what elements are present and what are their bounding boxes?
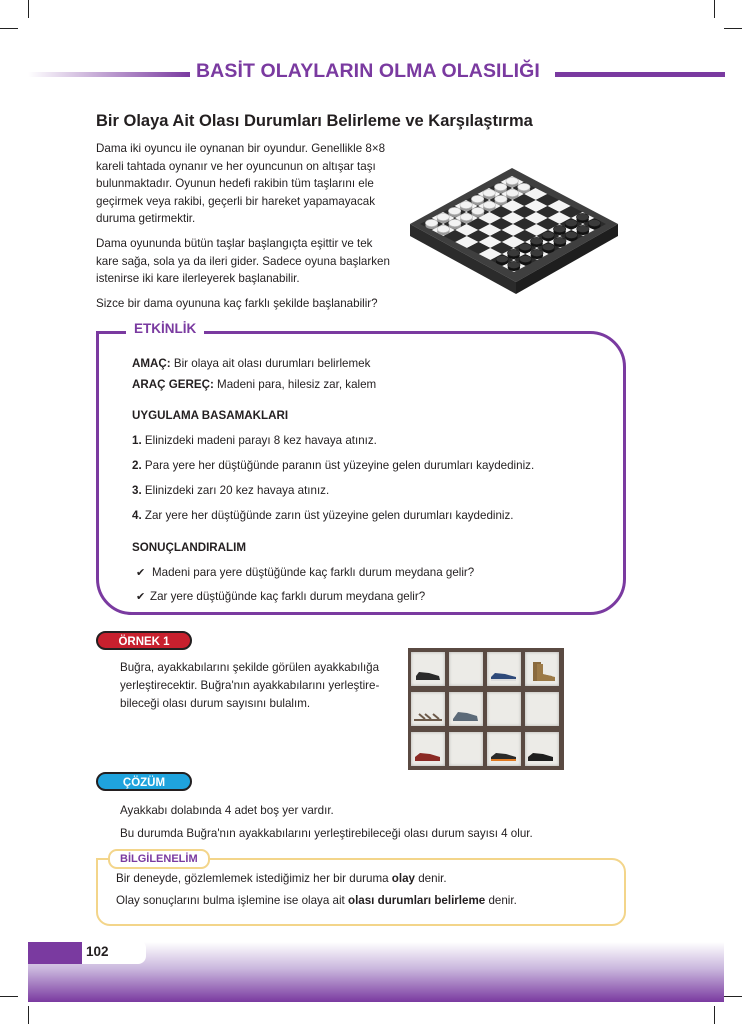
page-number: 102 bbox=[86, 944, 109, 959]
light-piece bbox=[449, 219, 461, 229]
shoe-icon bbox=[525, 732, 559, 766]
step-item bbox=[132, 459, 534, 472]
dark-piece bbox=[577, 225, 589, 235]
tools-line bbox=[132, 378, 376, 391]
dark-piece bbox=[576, 213, 588, 223]
light-piece bbox=[483, 201, 495, 211]
crop-mark bbox=[724, 28, 742, 29]
step-text: Elinizdeki zarı 20 kez havaya atınız. bbox=[141, 484, 330, 497]
sneaker-icon bbox=[449, 692, 483, 726]
header-rule-right bbox=[555, 72, 725, 77]
shelf-cell bbox=[449, 692, 483, 726]
dark-piece bbox=[530, 237, 542, 247]
info-line bbox=[116, 892, 517, 910]
light-piece bbox=[460, 201, 472, 211]
dark-piece bbox=[542, 231, 554, 241]
light-piece bbox=[460, 213, 472, 223]
activity-tab: ETKİNLİK bbox=[126, 321, 204, 336]
tools-text: Madeni para, hilesiz zar, kalem bbox=[213, 378, 377, 391]
info-text: denir. bbox=[485, 894, 517, 907]
light-piece bbox=[472, 207, 484, 217]
intro-paragraph-1 bbox=[96, 140, 406, 228]
check-icon: ✔ bbox=[136, 591, 146, 603]
section-title: Bir Olaya Ait Olası Durumları Belirleme ve Karşılaştırma bbox=[96, 112, 533, 130]
step-item bbox=[132, 509, 514, 522]
shoe-icon bbox=[411, 732, 445, 766]
step-number: 1. bbox=[132, 434, 142, 447]
dark-piece bbox=[553, 225, 565, 235]
dark-piece bbox=[508, 261, 520, 271]
crop-mark bbox=[28, 0, 29, 18]
light-piece bbox=[494, 183, 506, 193]
shelf-cell bbox=[525, 652, 559, 686]
light-piece bbox=[437, 213, 449, 223]
text-line: Buğra, ayakkabılarını şekilde görülen ayakkabılığa bbox=[120, 661, 380, 674]
light-piece bbox=[471, 195, 483, 205]
dark-piece bbox=[554, 237, 566, 247]
info-line bbox=[116, 870, 447, 888]
shelf-cell bbox=[487, 732, 521, 766]
shelf-cell bbox=[525, 732, 559, 766]
shelf-cell bbox=[487, 652, 521, 686]
question-item: Zar yere düştüğünde kaç farklı durum meydana gelir? bbox=[150, 590, 426, 603]
crop-mark bbox=[714, 1006, 715, 1024]
crop-mark bbox=[0, 28, 18, 29]
solution-line: Ayakkabı dolabında 4 adet boş yer vardır. bbox=[120, 804, 334, 817]
dark-piece bbox=[531, 249, 543, 259]
text-line: istenirse iki kare ilerleyerek başlanabilir. bbox=[96, 272, 300, 286]
text-line: kare sağa, sola ya da ileri gider. Sadece oyuna başlarken bbox=[96, 254, 390, 268]
dark-piece bbox=[542, 243, 554, 253]
dark-piece bbox=[565, 231, 577, 241]
dark-piece bbox=[519, 243, 531, 253]
info-term: olay bbox=[391, 872, 415, 885]
step-number: 2. bbox=[132, 459, 142, 472]
light-piece bbox=[448, 207, 460, 217]
dark-piece bbox=[565, 219, 577, 229]
step-number: 4. bbox=[132, 509, 142, 522]
aim-line bbox=[132, 357, 370, 370]
checkers-board-illustration bbox=[408, 160, 620, 300]
question-item: Madeni para yere düştüğünde kaç farklı durum meydana gelir? bbox=[152, 566, 475, 579]
intro-question: Sizce bir dama oyununa kaç farklı şekilde başlanabilir? bbox=[96, 297, 378, 310]
conclusion-heading: SONUÇLANDIRALIM bbox=[132, 541, 246, 554]
crop-mark bbox=[0, 996, 18, 997]
text-line: geçirmek veya rakibi, geçerli bir hareket yapamayacak bbox=[96, 194, 376, 208]
shelf-cell bbox=[411, 732, 445, 766]
page-title: BASİT OLAYLARIN OLMA OLASILIĞI bbox=[196, 60, 540, 82]
text-line: bileceği olası durum sayısını bulalım. bbox=[120, 697, 311, 710]
example-text bbox=[120, 659, 400, 713]
header-rule-left bbox=[28, 72, 190, 77]
shelf-cell-empty bbox=[449, 652, 483, 686]
aim-text: Bir olaya ait olası durumları belirlemek bbox=[170, 357, 371, 370]
light-piece bbox=[506, 189, 518, 199]
crop-mark bbox=[28, 1006, 29, 1024]
text-line: kareli tahtada oynanır ve her oyuncunun on altışar taşı bbox=[96, 159, 376, 173]
check-icon: ✔ bbox=[136, 567, 146, 579]
intro-paragraph-2 bbox=[96, 235, 406, 288]
shoe-icon bbox=[487, 732, 521, 766]
steps-heading: UYGULAMA BASAMAKLARI bbox=[132, 409, 289, 422]
info-text: Olay sonuçlarını bulma işlemine ise olaya ait bbox=[116, 894, 348, 907]
step-item bbox=[132, 484, 329, 497]
sneaker-icon bbox=[487, 652, 521, 686]
shelf-cell bbox=[411, 692, 445, 726]
dark-piece bbox=[588, 219, 600, 229]
text-line: Dama iki oyuncu ile oynanan bir oyundur. Genellikle 8×8 bbox=[96, 142, 386, 155]
text-line: bulunmaktadır. Oyunun hedefi rakibin tüm taşlarını ele bbox=[96, 177, 374, 191]
dark-piece bbox=[507, 249, 519, 259]
shelf-cell-empty bbox=[449, 732, 483, 766]
boot-icon bbox=[525, 652, 559, 686]
light-piece bbox=[518, 183, 530, 193]
light-piece bbox=[425, 219, 437, 229]
info-term: olası durumları belirleme bbox=[347, 894, 486, 907]
shoe-icon bbox=[411, 652, 445, 686]
step-item bbox=[132, 434, 377, 447]
step-number: 3. bbox=[132, 484, 142, 497]
info-text: denir. bbox=[415, 872, 447, 885]
shelf-cell-empty bbox=[487, 692, 521, 726]
text-line: yerleştirecektir. Buğra'nın ayakkabılarını yerleştire- bbox=[120, 679, 380, 692]
solution-badge: ÇÖZÜM bbox=[96, 772, 192, 791]
shoe-rack-illustration bbox=[408, 648, 564, 770]
light-piece bbox=[506, 177, 518, 187]
shelf-cell-empty bbox=[525, 692, 559, 726]
light-piece bbox=[495, 195, 507, 205]
solution-line: Bu durumda Buğra'nın ayakkabılarını yerleştirebileceği olası durum sayısı 4 olur. bbox=[120, 827, 533, 840]
light-piece bbox=[483, 189, 495, 199]
example-badge: ÖRNEK 1 bbox=[96, 631, 192, 650]
text-line: duruma getirmektir. bbox=[96, 212, 196, 226]
text-line: Dama oyununda bütün taşlar başlangıçta eşittir ve tek bbox=[96, 237, 373, 250]
dark-piece bbox=[519, 255, 531, 265]
dark-piece bbox=[496, 255, 508, 265]
info-text: Bir deneyde, gözlemlemek istediğimiz her bir duruma bbox=[116, 872, 392, 885]
light-piece bbox=[437, 225, 449, 235]
aim-label: AMAÇ: bbox=[132, 357, 171, 370]
crop-mark bbox=[724, 996, 742, 997]
crop-mark bbox=[714, 0, 715, 18]
shelf-cell bbox=[411, 652, 445, 686]
page-number-tab bbox=[28, 942, 82, 964]
step-text: Zar yere her düştüğünde zarın üst yüzeyine gelen durumları kaydediniz. bbox=[141, 509, 514, 522]
info-tab: BİLGİLENELİM bbox=[108, 849, 210, 869]
step-text: Para yere her düştüğünde paranın üst yüzeyine gelen durumları kaydediniz. bbox=[141, 459, 535, 472]
step-text: Elinizdeki madeni parayı 8 kez havaya atınız. bbox=[141, 434, 377, 447]
sandal-icon bbox=[411, 692, 445, 726]
tools-label: ARAÇ GEREÇ: bbox=[132, 378, 214, 391]
